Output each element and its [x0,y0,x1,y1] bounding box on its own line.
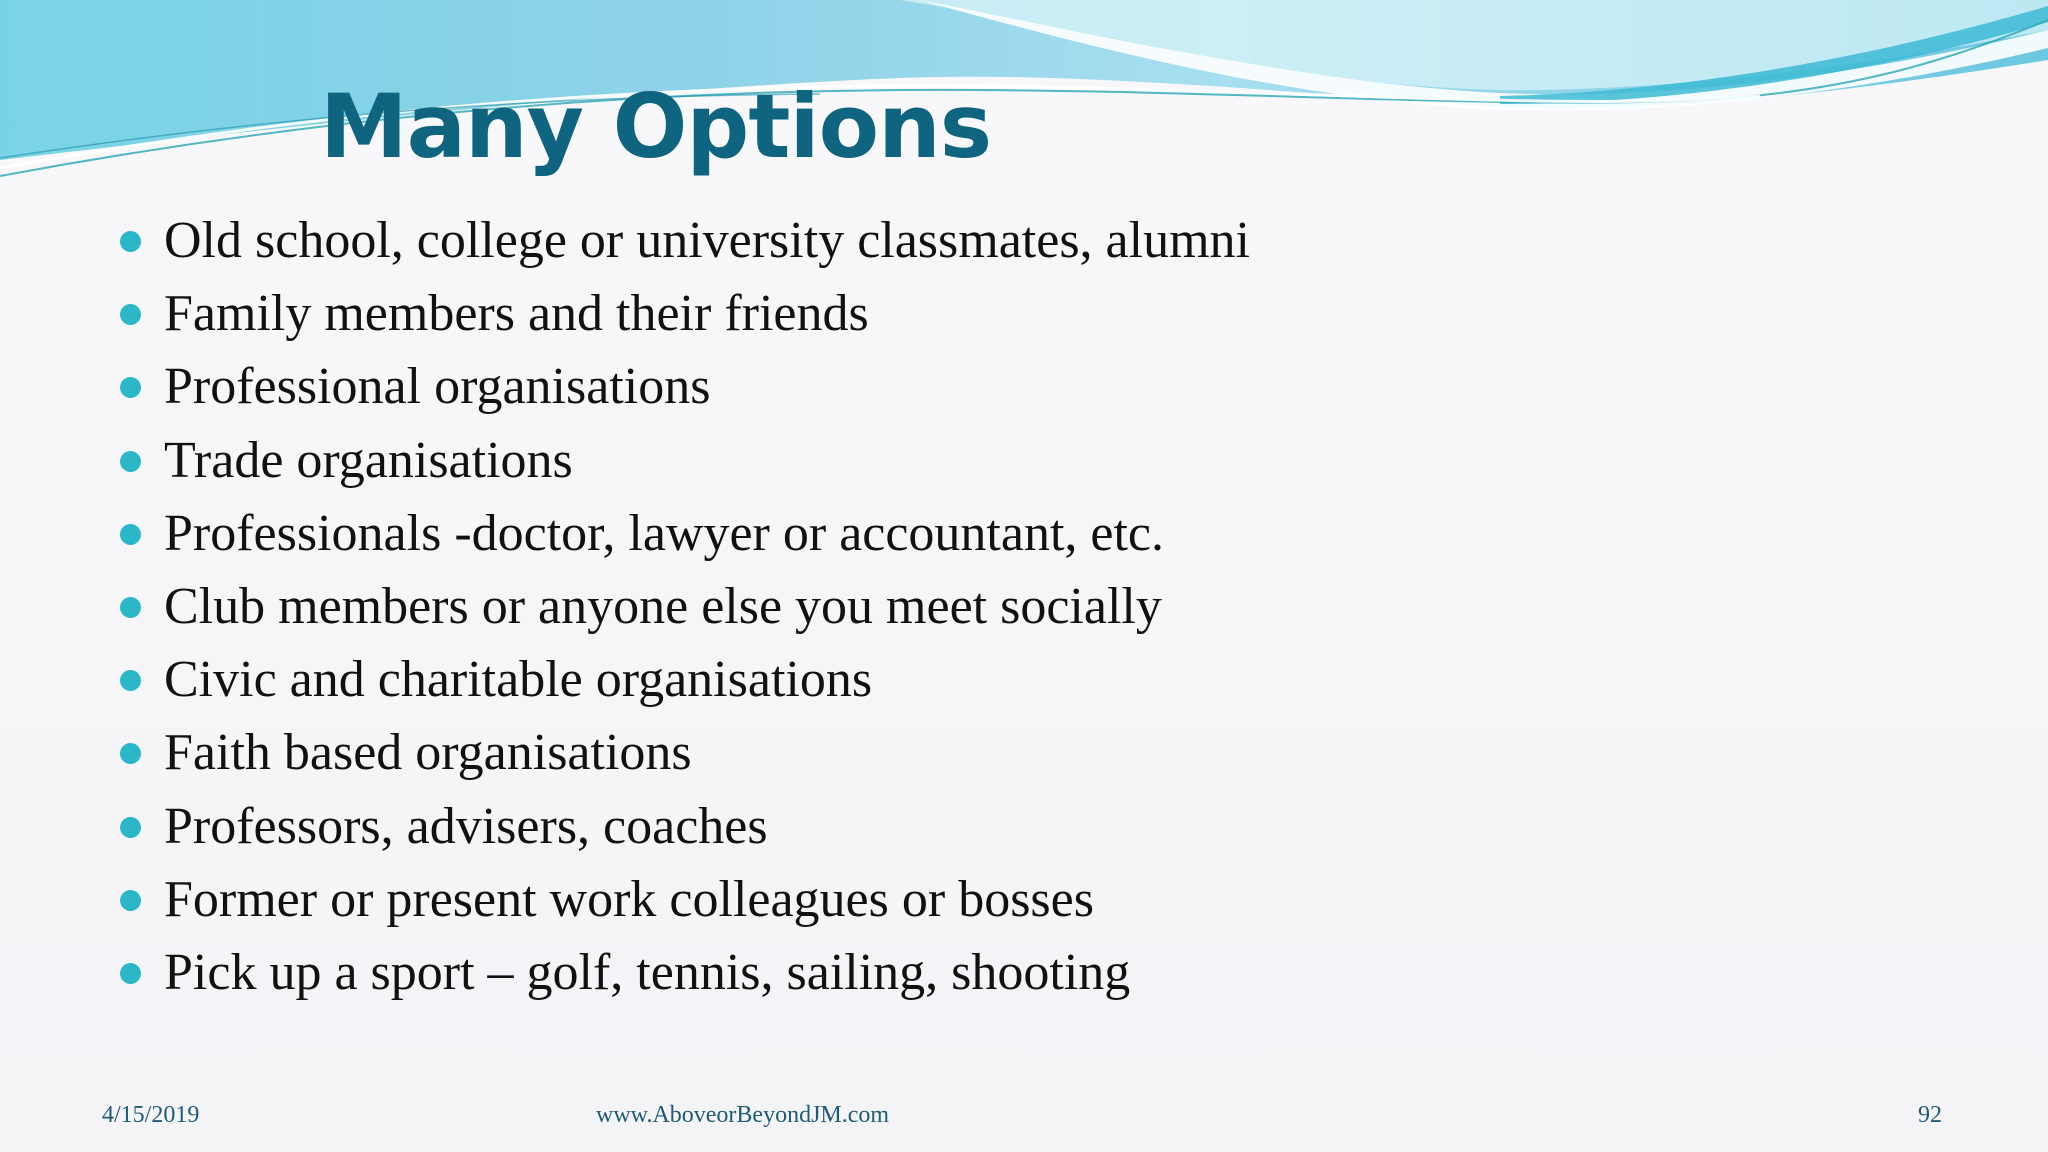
list-item [120,936,1250,1009]
list-item [120,204,1250,277]
list-item-text: Former or present work colleagues or bosses [164,870,1094,928]
list-item-text: Trade organisations [164,431,573,489]
list-item-text: Professors, advisers, coaches [164,797,768,855]
slide-title: Many Options [320,75,992,178]
list-item-text: Old school, college or university classmates, alumni [164,212,1250,269]
list-item [120,350,1250,423]
list-item-text: Professionals -doctor, lawyer or accountant, etc. [164,504,1165,562]
bullet-dot-icon [120,231,141,252]
list-item [120,863,1250,936]
list-item [120,570,1250,643]
footer-page-number: 92 [1918,1102,1942,1128]
footer-date: 4/15/2019 [102,1102,200,1128]
list-item [120,716,1250,789]
list-item-text: Faith based organisations [164,724,692,782]
bullet-dot-icon [120,670,141,691]
list-item [120,277,1250,350]
list-item-text: Pick up a sport – golf, tennis, sailing, shooting [164,943,1131,1001]
bullet-dot-icon [120,304,141,325]
list-item-text: Professional organisations [164,358,711,416]
header-wave-decoration [0,0,2048,200]
bullet-dot-icon [120,963,141,984]
list-item-text: Family members and their friends [164,285,869,343]
list-item [120,643,1250,716]
footer-url: www.AboveorBeyondJM.com [596,1102,890,1128]
bullet-dot-icon [120,743,141,764]
list-item [120,790,1250,863]
list-item [120,424,1250,497]
bullet-dot-icon [120,890,141,911]
bullet-dot-icon [120,451,141,472]
bullet-dot-icon [120,524,141,545]
bullet-dot-icon [120,377,141,398]
bullet-dot-icon [120,597,141,618]
list-item [120,497,1250,570]
bullet-dot-icon [120,817,141,838]
bullet-list [120,204,1250,1009]
list-item-text: Civic and charitable organisations [164,651,873,709]
list-item-text: Club members or anyone else you meet socially [164,577,1162,635]
